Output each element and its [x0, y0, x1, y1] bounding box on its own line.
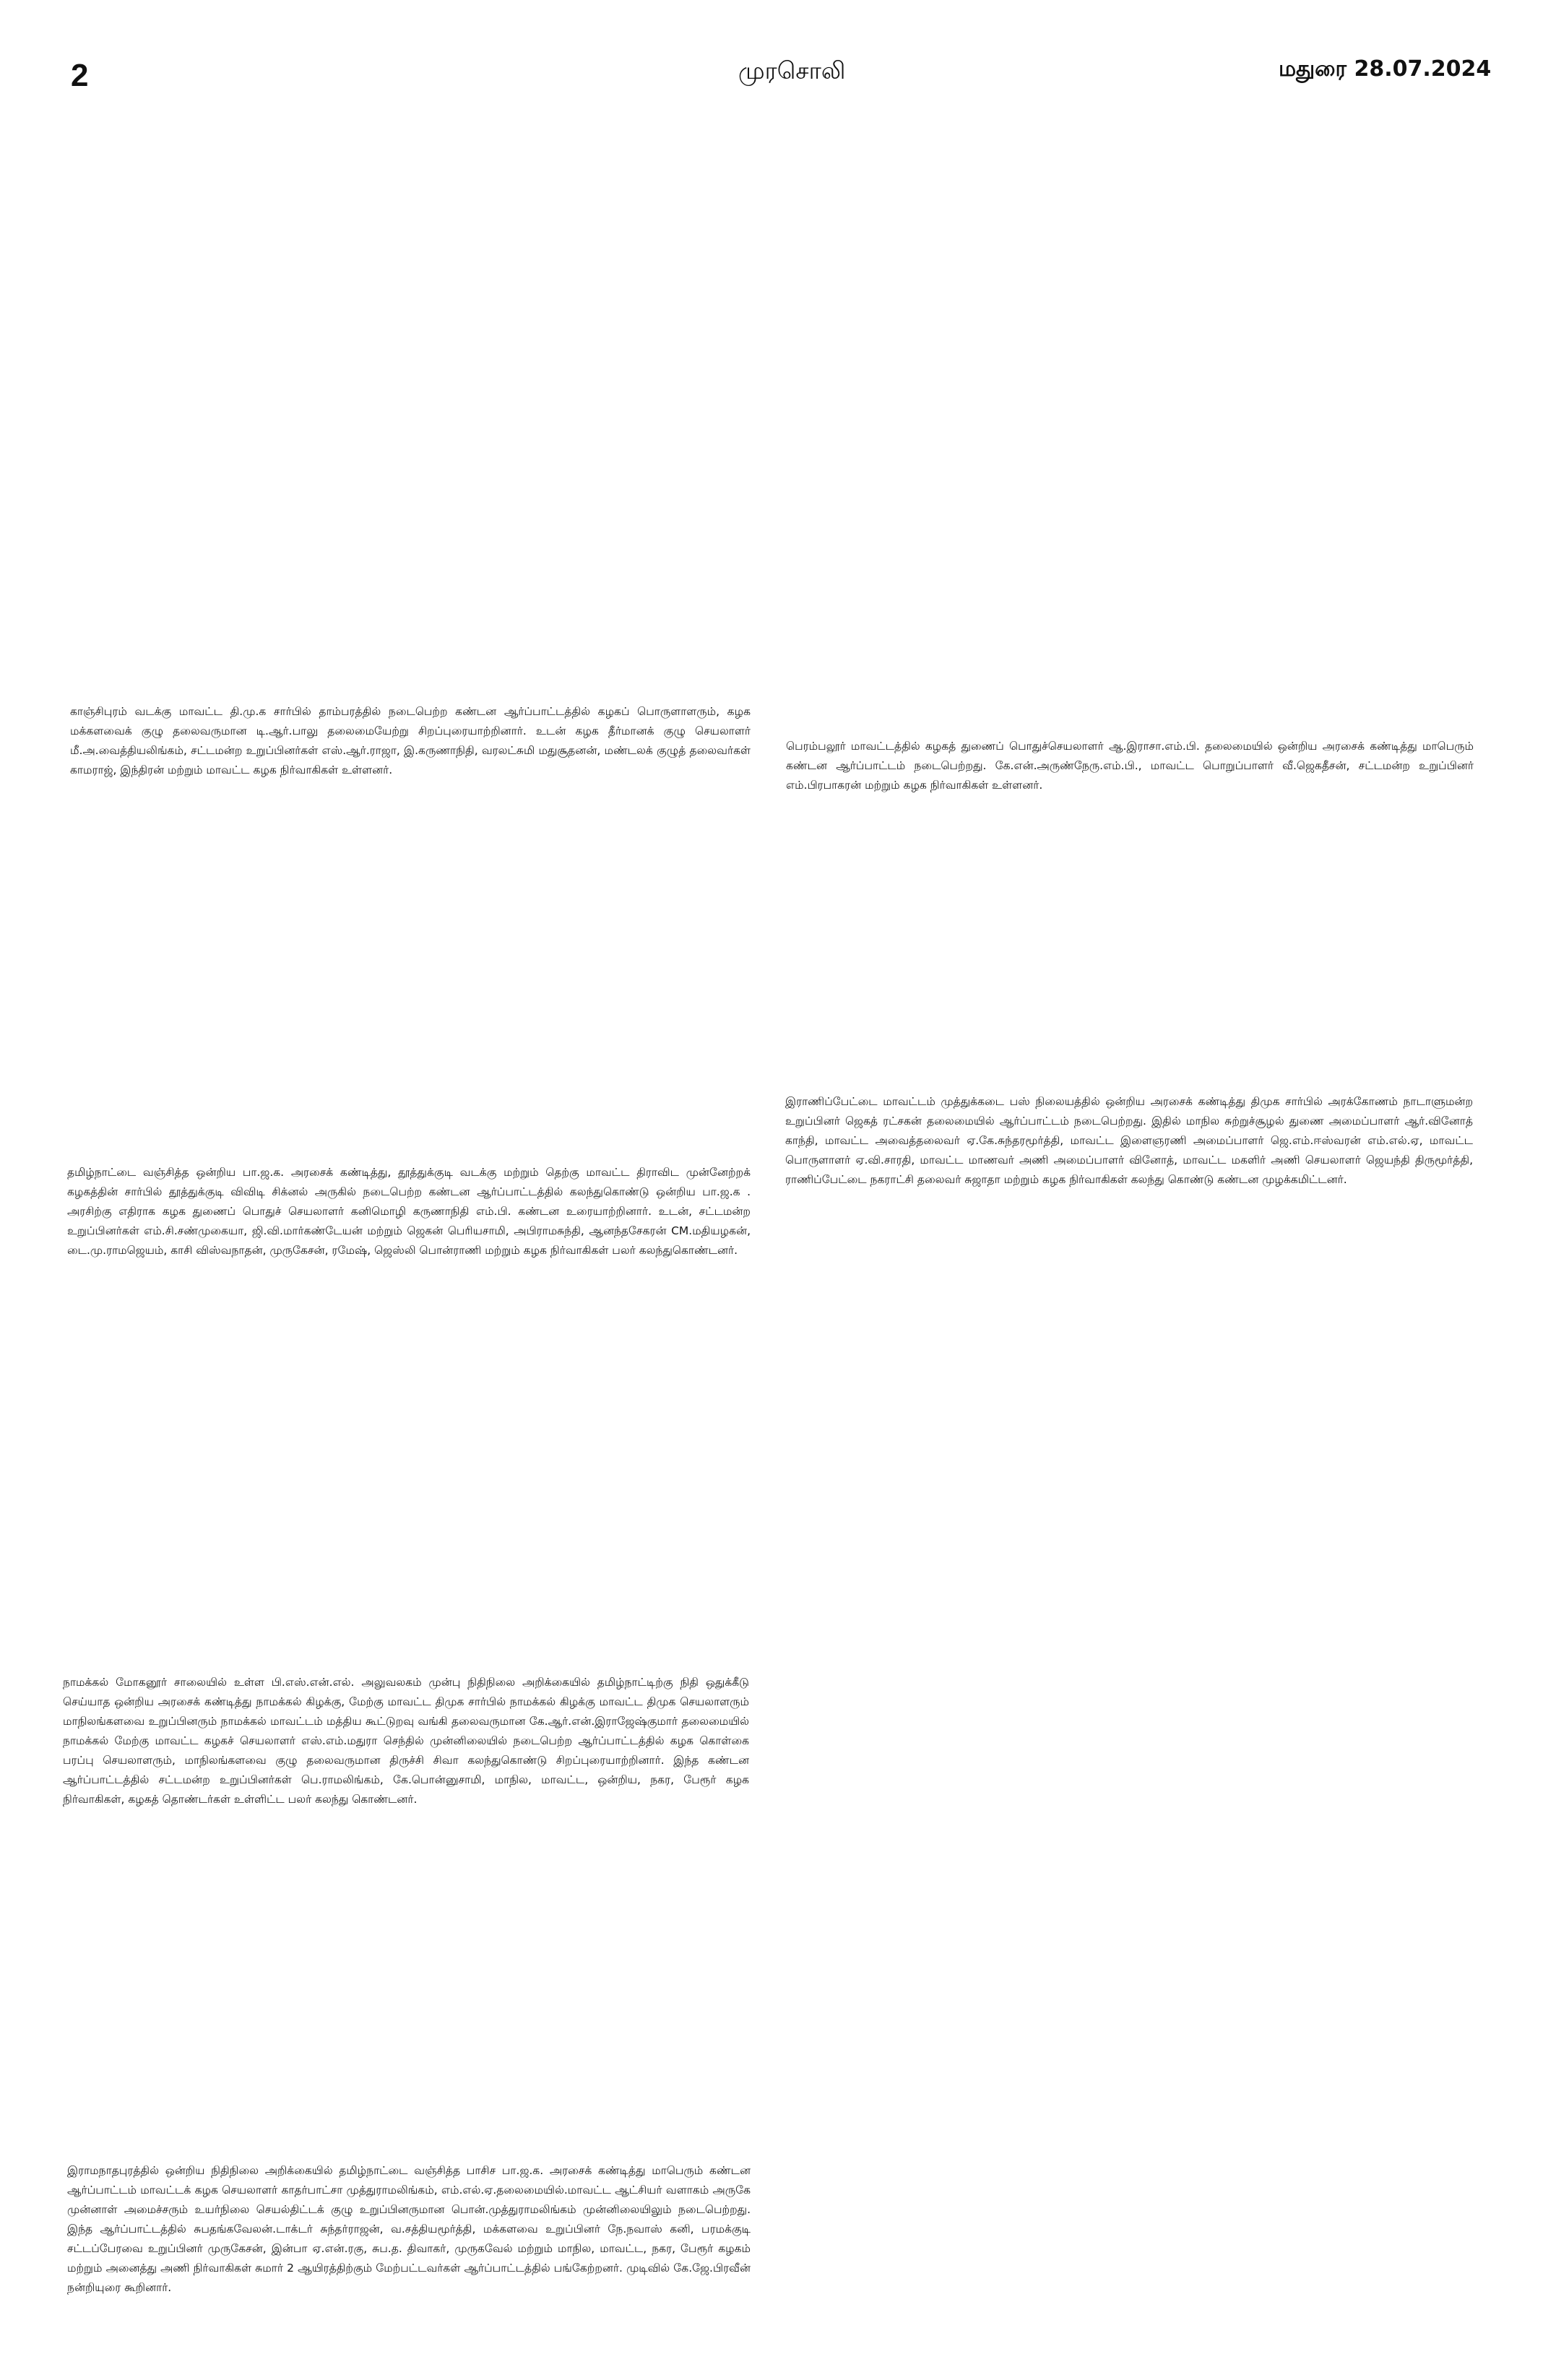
photo-caption-ramanathapuram: இராமநாதபுரத்தில் ஒன்றிய நிதிநிலை அறிக்கையில் தமிழ்நாட்டை வஞ்சித்த பாசிச பா.ஜ.க. அரசைக் கண்டித்து மாபெரும் கண்டன ஆர்ப்பாட்டம் மாவட்டக் கழக செயலாளர் காதர்பாட்சா முத்துராமலிங்கம், எம்.எல்.ஏ.தலைமையில்.மாவட்ட ஆட்சியர் வளாகம் அருகே முன்னாள் அமைச்சரும் உயர்நிலை செயல்திட்டக் குழு உறுப்பினருமான பொன்.முத்துராமலிங்கம் முன்னிலையிலும் நடைபெற்றது. இந்த ஆர்ப்பாட்டத்தில் சுபதங்கவேலன்.டாக்டர் சுந்தர்ராஜன், வ.சத்தியமூர்த்தி, மக்களவை உறுப்பினர் நே.நவாஸ் கனி, பரமக்குடி சட்டப்பேரவை உறுப்பினர் முருகேசன், இன்பா ஏ.என்.ரகு, சுப.த. திவாகர், முருகவேல் மற்றும் மாநில, மாவட்ட, நகர, பேரூர் கழகம் மற்றும் அனைத்து அணி நிர்வாகிகள் சுமார் 2 ஆயிரத்திற்கும் மேற்பட்டவர்கள் ஆர்ப்பாட்டத்தில் பங்கேற்றனர். முடிவில் கே.ஜே.பிரவீன் நன்றியுரை கூறினார். — [67, 2164, 751, 2294]
photo-caption-thoothukudi: தமிழ்நாட்டை வஞ்சித்த ஒன்றிய பா.ஜ.க. அரசைக் கண்டித்து, தூத்துக்குடி வடக்கு மற்றும் தெற்கு மாவட்ட திராவிட முன்னேற்றக் கழகத்தின் சார்பில் தூத்துக்குடி விவிடி சிக்னல் அருகில் நடைபெற்ற கண்டன ஆர்ப்பாட்டத்தில் கலந்துகொண்டு ஒன்றிய பா.ஜ.க . அரசிற்கு எதிராக கழக துணைப் பொதுச் செயலாளர் கனிமொழி கருணாநிதி எம்.பி. கண்டன உரையாற்றினார். உடன், சட்டமன்ற உறுப்பினர்கள் எம்.சி.சண்முகையா, ஜி.வி.மார்கண்டேயன் மற்றும் ஜெகன் பெரியசாமி, அபிராமசுந்தி, ஆனந்தசேகரன் CM.மதியழகன், டை.மு.ராமஜெயம், காசி விஸ்வநாதன், முருகேசன், ரமேஷ், ஜெஸ்லி பொன்ராணி மற்றும் கழக நிர்வாகிகள் பலர் கலந்துகொண்டனர். — [67, 1166, 751, 1257]
photo-caption-ranipet: இராணிப்பேட்டை மாவட்டம் முத்துக்கடை பஸ் நிலையத்தில் ஒன்றிய அரசைக் கண்டித்து திமுக சார்பில் அரக்கோணம் நாடாளுமன்ற உறுப்பினர் ஜெகத் ரட்சகன் தலைமையில் ஆர்ப்பாட்டம் நடைபெற்றது. இதில் மாநில சுற்றுச்சூழல் துணை அமைப்பாளர் ஆர்.வினோத் காந்தி, மாவட்ட அவைத்தலைவர் ஏ.கே.சுந்தரமூர்த்தி, மாவட்ட இளைஞரணி அமைப்பாளர் ஜெ.எம்.ஈஸ்வரன் எம்.எல்.ஏ, மாவட்ட பொருளாளர் ஏ.வி.சாரதி, மாவட்ட மாணவர் அணி அமைப்பாளர் வினோத், மாவட்ட மகளிர் அணி செயலாளர் ஜெயந்தி திருமூர்த்தி, ராணிப்பேட்டை நகராட்சி தலைவர் சுஜாதா மற்றும் கழக நிர்வாகிகள் கலந்து கொண்டு கண்டன முழக்கமிட்டனர். — [785, 1095, 1473, 1186]
page-number: 2 — [71, 58, 89, 93]
edition-date: மதுரை 28.07.2024 — [1279, 56, 1492, 82]
photo-caption-perambalur: பெரம்பலூர் மாவட்டத்தில் கழகத் துணைப் பொதுச்செயலாளர் ஆ.இராசா.எம்.பி. தலைமையில் ஒன்றிய அரசைக் கண்டித்து மாபெரும் கண்டன ஆர்ப்பாட்டம் நடைபெற்றது. கே.என்.அருண்நேரு.எம்.பி., மாவட்ட பொறுப்பாளர் வீ.ஜெகதீசன், சட்டமன்ற உறுப்பினர் எம்.பிரபாகரன் மற்றும் கழக நிர்வாகிகள் உள்ளனர். — [786, 740, 1474, 792]
photo-caption-namakkal: நாமக்கல் மோகனூர் சாலையில் உள்ள பி.எஸ்.என்.எல். அலுவலகம் முன்பு நிதிநிலை அறிக்கையில் தமிழ்நாட்டிற்கு நிதி ஒதுக்கீடு செய்யாத ஒன்றிய அரசைக் கண்டித்து நாமக்கல் கிழக்கு, மேற்கு மாவட்ட திமுக சார்பில் நாமக்கல் கிழக்கு மாவட்ட திமுக செயலாளரும் மாநிலங்களவை உறுப்பினரும் நாமக்கல் மாவட்டம் மத்திய கூட்டுறவு வங்கி தலைவருமான கே.ஆர்.என்.இராஜேஷ்குமார் தலைமையில் நாமக்கல் மேற்கு மாவட்ட கழகச் செயலாளர் எஸ்.எம்.மதுரா செந்தில் முன்னிலையில் நடைபெற்ற ஆர்ப்பாட்டத்தில் கழக கொள்கை பரப்பு செயலாளரும், மாநிலங்களவை குழு தலைவருமான திருச்சி சிவா கலந்துகொண்டு சிறப்புரையாற்றினார். இந்த கண்டன ஆர்ப்பாட்டத்தில் சட்டமன்ற உறுப்பினர்கள் பெ.ராமலிங்கம், கே.பொன்னுசாமி, மாநில, மாவட்ட, ஒன்றிய, நகர, பேரூர் கழக நிர்வாகிகள், கழகத் தொண்டர்கள் உள்ளிட்ட பலர் கலந்து கொண்டனர். — [63, 1676, 749, 1806]
photo-caption-kanchipuram: காஞ்சிபுரம் வடக்கு மாவட்ட தி.மு.க சார்பில் தாம்பரத்தில் நடைபெற்ற கண்டன ஆர்ப்பாட்டத்தில் கழகப் பொருளாளரும், கழக மக்களவைக் குழு தலைவருமான டி.ஆர்.பாலு தலைமையேற்று சிறப்புரையாற்றினார். உடன் கழக தீர்மானக் குழு செயலாளர் மீ.அ.வைத்தியலிங்கம், சட்டமன்ற உறுப்பினர்கள் எஸ்.ஆர்.ராஜா, இ.கருணாநிதி, வரலட்சுமி மதுசூதனன், மண்டலக் குழுத் தலைவர்கள் காமராஜ், இந்திரன் மற்றும் மாவட்ட கழக நிர்வாகிகள் உள்ளனர். — [70, 705, 751, 776]
newspaper-name: முரசொலி — [738, 56, 846, 85]
